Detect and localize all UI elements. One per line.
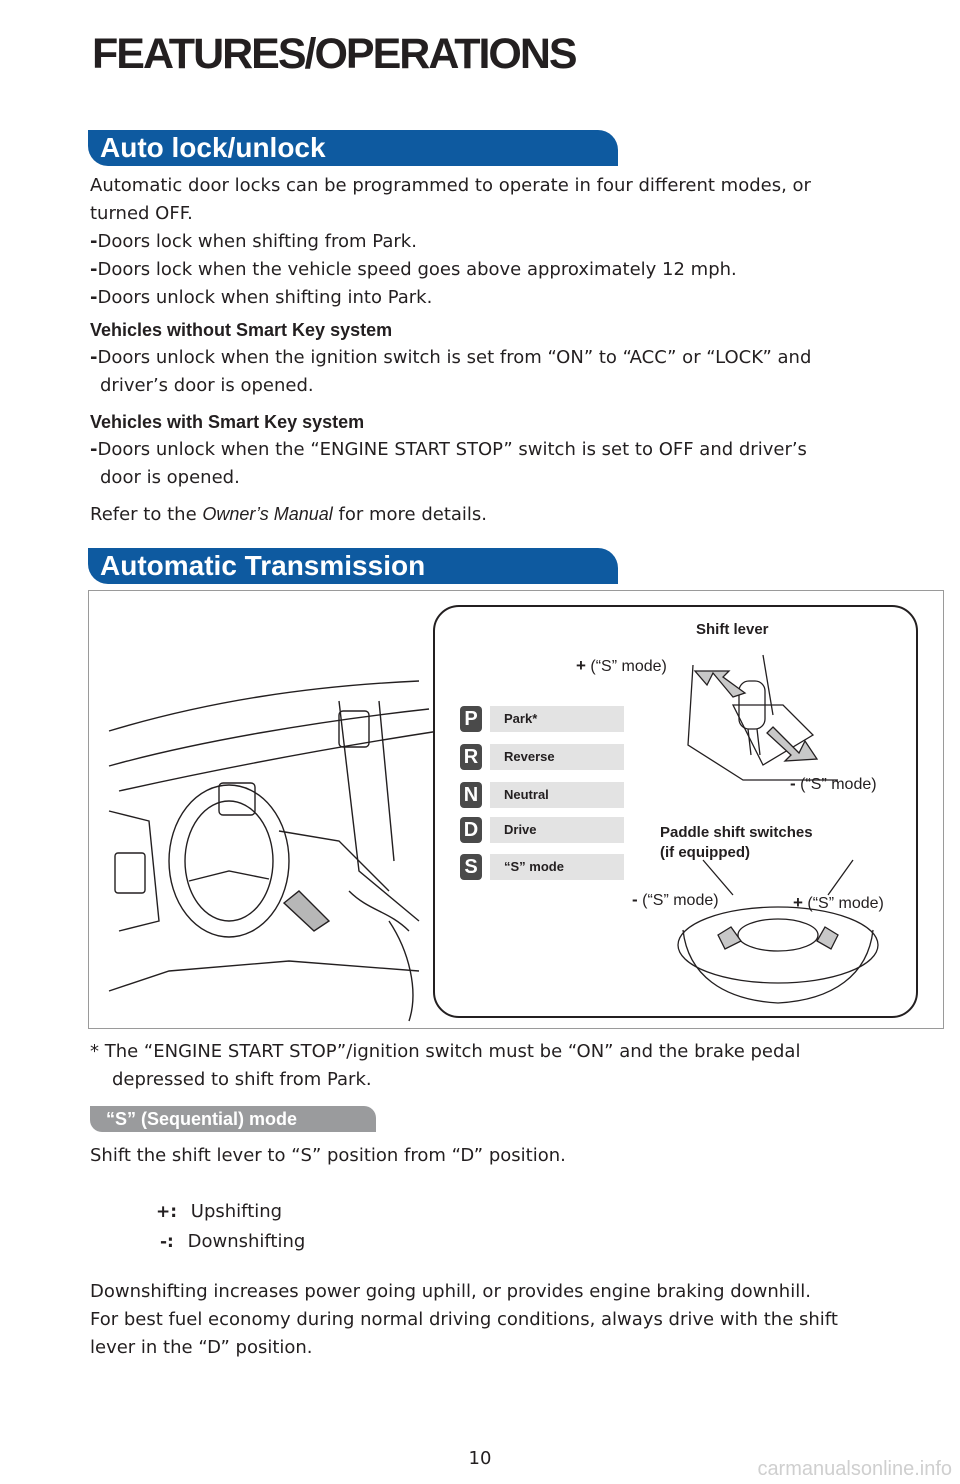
downshift-row	[160, 1228, 305, 1256]
section-heading-auto-lock: Auto lock/unlock	[88, 130, 618, 166]
with-smart-key-line: -Doors unlock when the “ENGINE START STOP” switch is set to OFF and driver’s	[90, 439, 807, 460]
shift-lever-minus-label	[790, 774, 877, 794]
gear-letter-r: R	[460, 744, 482, 770]
downshift-text: Downshifting	[187, 1231, 306, 1252]
s-mode-text: (“S” mode)	[642, 892, 719, 909]
with-smart-key-block	[90, 408, 910, 492]
footnote-line-1: * The “ENGINE START STOP”/ignition switch must be “ON” and the brake pedal	[90, 1041, 801, 1062]
paddle-plus-label	[793, 893, 884, 913]
shift-lever-label: Shift lever	[696, 621, 769, 638]
refer-manual-line	[90, 500, 910, 529]
gear-label-s-mode: “S” mode	[490, 854, 624, 880]
with-smart-key-line2: door is opened.	[100, 467, 240, 488]
refer-prefix: Refer to the	[90, 504, 197, 525]
gear-label-park: Park*	[490, 706, 624, 732]
sequential-note-line-2: For best fuel economy during normal driving conditions, always drive with the shift	[90, 1309, 838, 1330]
page-title: FEATURES/OPERATIONS	[92, 30, 576, 78]
gear-letter-n: N	[460, 782, 482, 808]
gear-letter-s: S	[460, 854, 482, 880]
upshift-row	[156, 1198, 282, 1226]
without-smart-key-line2: driver’s door is opened.	[100, 375, 314, 396]
upshift-text: Upshifting	[190, 1201, 283, 1222]
sequential-note-line-1: Downshifting increases power going uphill, or provides engine braking downhill.	[90, 1281, 811, 1302]
inset-panel	[433, 605, 918, 1018]
upshift-symbol: +:	[156, 1202, 178, 1222]
paddle-shift-line-1: Paddle shift switches	[660, 824, 813, 841]
owners-manual-reference: Owner’s Manual	[202, 504, 333, 524]
plus-sign: +	[793, 893, 803, 912]
downshift-symbol: -:	[160, 1232, 174, 1252]
gear-letter-d: D	[460, 817, 482, 843]
footnote-line-2: depressed to shift from Park.	[112, 1069, 372, 1090]
gear-letter-p: P	[460, 706, 482, 732]
gear-label-drive: Drive	[490, 817, 624, 843]
section-heading-sequential: “S” (Sequential) mode	[90, 1106, 376, 1132]
with-smart-key-heading: Vehicles with Smart Key system	[90, 412, 365, 432]
bullet-1-text: Doors lock when shifting from Park.	[97, 231, 417, 252]
watermark: carmanualsonline.info	[757, 1458, 952, 1480]
sequential-note	[90, 1278, 910, 1362]
paddle-shift-line-2: (if equipped)	[660, 844, 750, 861]
intro-line-1: Automatic door locks can be programmed to operate in four different modes, or	[90, 175, 811, 196]
paddle-minus-label	[632, 890, 719, 910]
section-heading-transmission: Automatic Transmission	[88, 548, 618, 584]
bullet-2-text: Doors lock when the vehicle speed goes above approximately 12 mph.	[97, 259, 737, 280]
bullet-2: -Doors lock when the vehicle speed goes above approximately 12 mph.	[90, 259, 737, 280]
minus-sign: -	[790, 774, 796, 793]
without-smart-key-heading: Vehicles without Smart Key system	[90, 320, 393, 340]
paddle-shift-label	[660, 823, 813, 863]
s-mode-text: (“S” mode)	[800, 776, 877, 793]
footnote	[90, 1038, 910, 1094]
s-mode-text: (“S” mode)	[807, 895, 884, 912]
gear-label-neutral: Neutral	[490, 782, 624, 808]
with-smart-key-text: Doors unlock when the “ENGINE START STOP” switch is set to OFF and driver’s	[97, 439, 807, 460]
minus-sign: -	[632, 890, 638, 909]
shift-lever-plus-label	[576, 656, 667, 676]
bullet-3-text: Doors unlock when shifting into Park.	[97, 287, 433, 308]
sequential-instruction: Shift the shift lever to “S” position from “D” position.	[90, 1145, 566, 1166]
bullet-1: -Doors lock when shifting from Park.	[90, 231, 417, 252]
s-mode-text: (“S” mode)	[590, 658, 667, 675]
bullet-3: -Doors unlock when shifting into Park.	[90, 287, 433, 308]
shift-lever-drawing	[433, 605, 918, 1018]
refer-suffix: for more details.	[338, 504, 488, 525]
sequential-note-line-3: lever in the “D” position.	[90, 1337, 313, 1358]
without-smart-key-line: -Doors unlock when the ignition switch is set from “ON” to “ACC” or “LOCK” and	[90, 347, 812, 368]
without-smart-key-block	[90, 316, 910, 400]
intro-line-2: turned OFF.	[90, 203, 193, 224]
page-number: 10	[468, 1448, 492, 1469]
gear-label-reverse: Reverse	[490, 744, 624, 770]
auto-lock-intro	[90, 172, 910, 312]
without-smart-key-text: Doors unlock when the ignition switch is set from “ON” to “ACC” or “LOCK” and	[97, 347, 812, 368]
plus-sign: +	[576, 656, 586, 675]
